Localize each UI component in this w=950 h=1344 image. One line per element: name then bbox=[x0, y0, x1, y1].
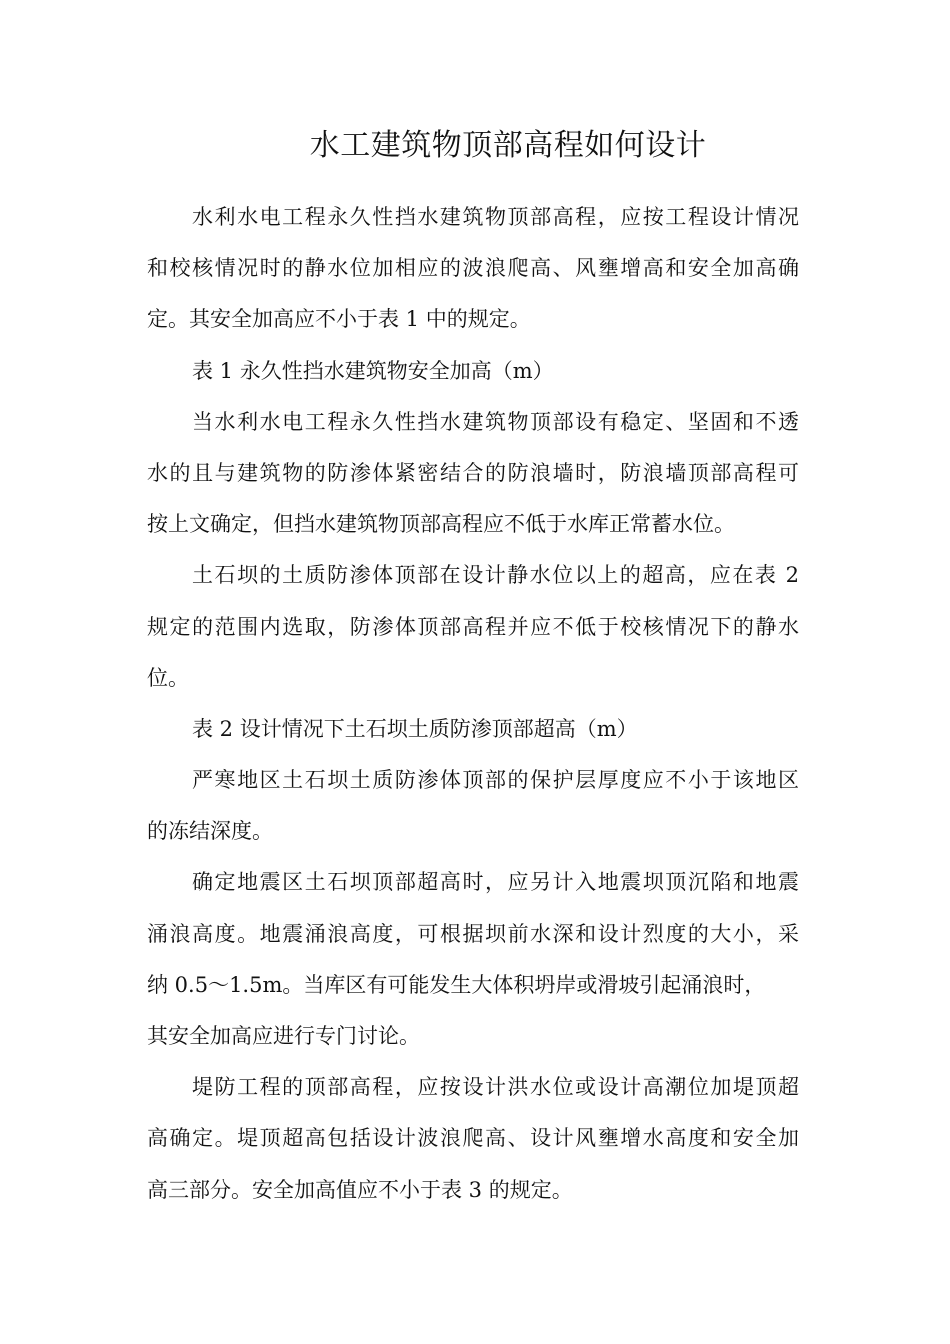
text-line: 水利水电工程永久性挡水建筑物顶部高程，应按工程设计情况 bbox=[192, 205, 799, 229]
text-line: 和校核情况时的静水位加相应的波浪爬高、风壅增高和安全加高确 bbox=[147, 256, 799, 281]
text-line: 其安全加高应进行专门讨论。 bbox=[147, 1024, 420, 1048]
text-line: 确定地震区土石坝顶部超高时，应另计入地震坝顶沉陷和地震 bbox=[192, 870, 799, 895]
document-title: 水工建筑物顶部高程如何设计 bbox=[309, 128, 707, 163]
text-line: 定。其安全加高应不小于表 1 中的规定。 bbox=[147, 307, 531, 332]
text-line: 当水利水电工程永久性挡水建筑物顶部设有稳定、坚固和不透 bbox=[192, 409, 799, 434]
text-line: 表 1 永久性挡水建筑物安全加高（m） bbox=[192, 358, 554, 383]
text-line: 土石坝的土质防渗体顶部在设计静水位以上的超高，应在表 2 bbox=[192, 563, 799, 588]
text-line: 规定的范围内选取，防渗体顶部高程并应不低于校核情况下的静水 bbox=[147, 614, 799, 639]
text-line: 按上文确定，但挡水建筑物顶部高程应不低于水库正常蓄水位。 bbox=[147, 512, 735, 537]
text-line: 严寒地区土石坝土质防渗体顶部的保护层厚度应不小于该地区 bbox=[192, 768, 799, 793]
text-line: 高三部分。安全加高值应不小于表 3 的规定。 bbox=[147, 1177, 573, 1202]
text-line: 堤防工程的顶部高程，应按设计洪水位或设计高潮位加堤顶超 bbox=[192, 1075, 799, 1100]
text-line: 涌浪高度。地震涌浪高度，可根据坝前水深和设计烈度的大小，采 bbox=[147, 921, 799, 946]
text-line: 水的且与建筑物的防渗体紧密结合的防浪墙时，防浪墙顶部高程可 bbox=[147, 460, 799, 485]
text-line: 位。 bbox=[147, 665, 189, 690]
text-line: 的冻结深度。 bbox=[147, 819, 273, 844]
document-body bbox=[147, 192, 799, 1216]
text-line: 表 2 设计情况下土石坝土质防渗顶部超高（m） bbox=[192, 716, 638, 741]
text-line: 高确定。堤顶超高包括设计波浪爬高、设计风壅增水高度和安全加 bbox=[147, 1126, 799, 1151]
text-line: 纳 0.5～1.5m。当库区有可能发生大体积坍岸或滑坡引起涌浪时， bbox=[147, 972, 766, 997]
